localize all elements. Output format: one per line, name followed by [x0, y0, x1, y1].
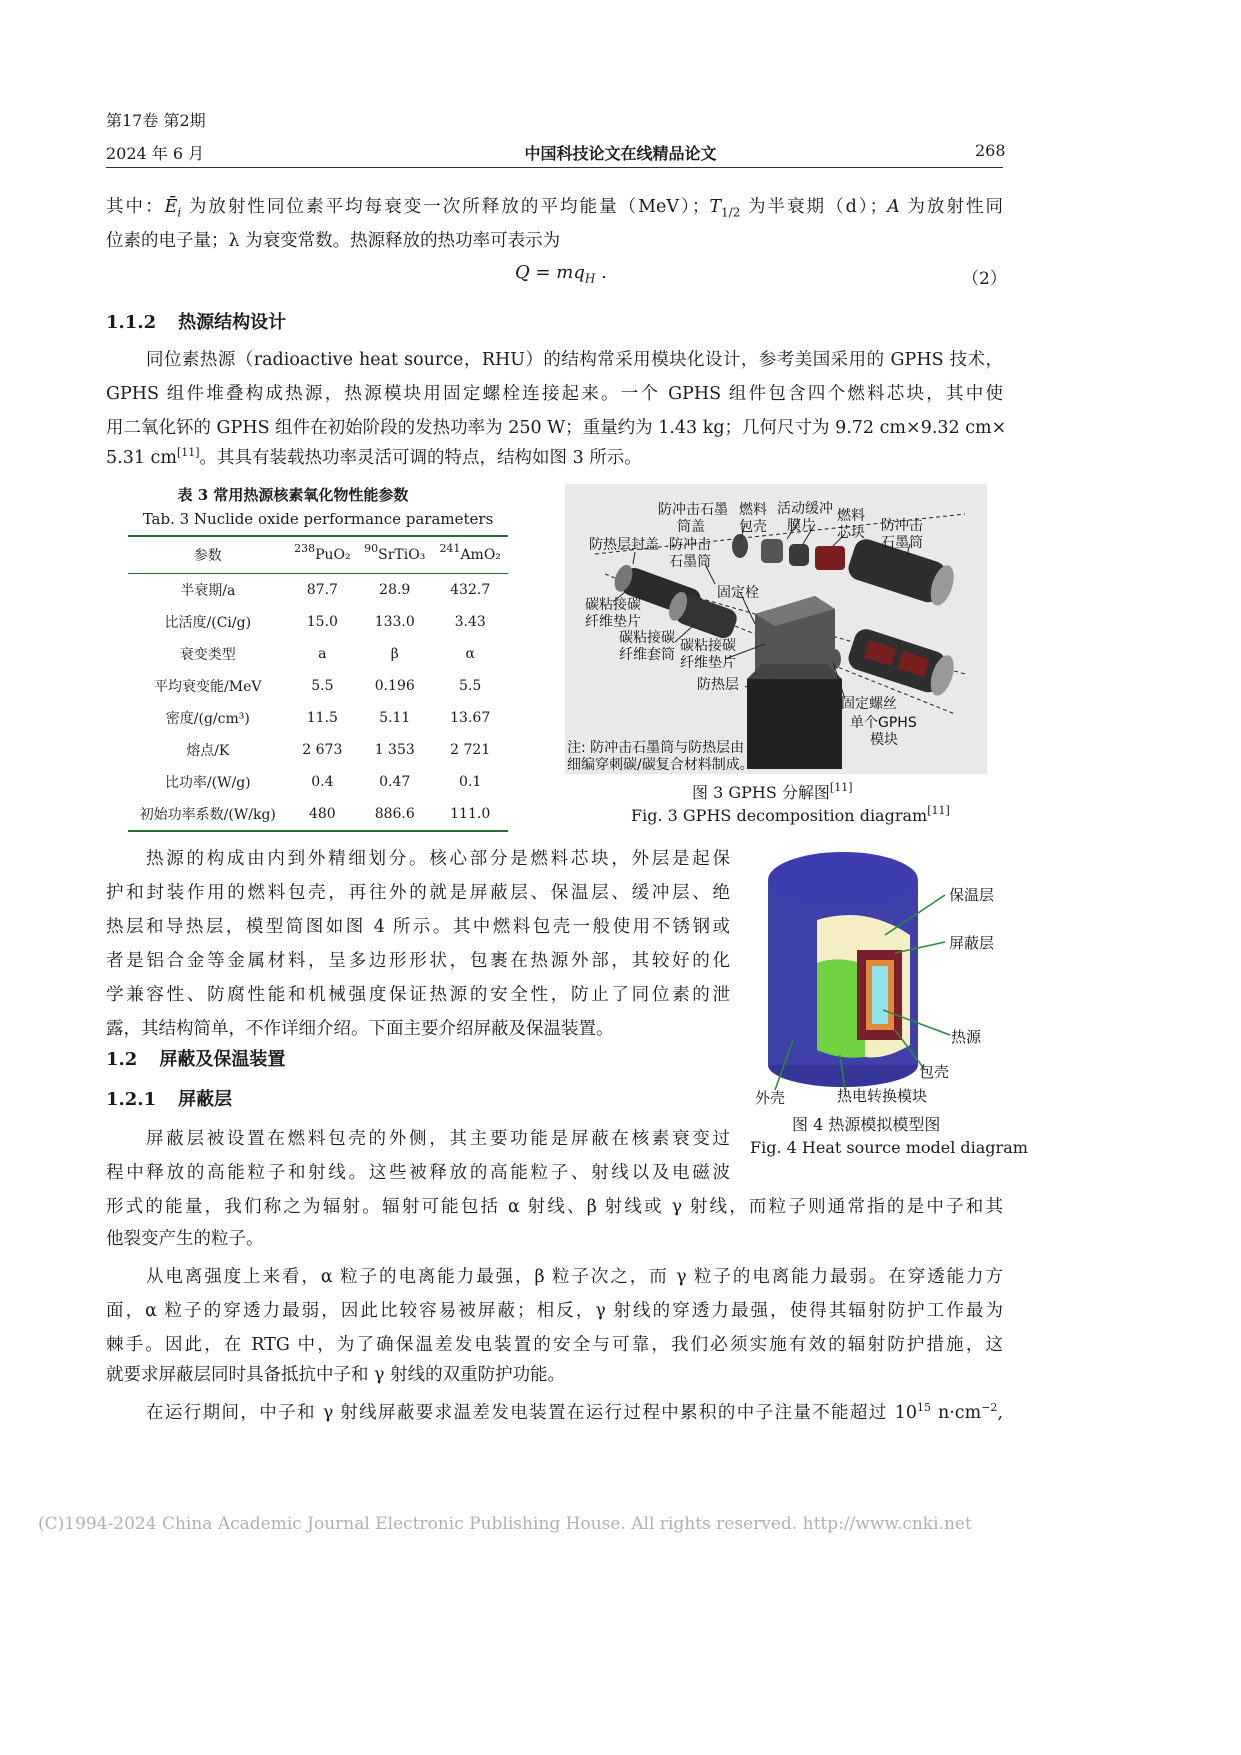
table-cell: 87.7 — [306, 582, 338, 598]
label-fix-bolt: 固定螺丝 — [841, 696, 897, 712]
header-rule — [106, 167, 1003, 168]
para2-line4: 5.31 cm[11]。其具有装载热功率灵活可调的特点，结构如图 3 所示。 — [106, 446, 642, 468]
copyright-footer: (C)1994-2024 China Academic Journal Electronic Publishing House. All rights reserved. http://www.cnki.net — [38, 1514, 972, 1534]
table3 — [128, 535, 508, 832]
para2-line3: 用二氧化钚的 GPHS 组件在初始阶段的发热功率为 250 W；重量约为 1.43 kg；几何尺寸为 9.72 cm×9.32 cm× — [106, 418, 1007, 438]
label-carbon-pad: 碳粘接碳 — [585, 597, 641, 613]
table-cell: 熔点/K — [186, 743, 230, 759]
table-cell: 480 — [288, 798, 358, 831]
label-te-module: 热电转换模块 — [837, 1087, 928, 1105]
section-heading-1-2: 1.2 屏蔽及保温装置 — [106, 1049, 286, 1070]
para3-line6: 露，其结构简单，不作详细介绍。下面主要介绍屏蔽及保温装置。 — [106, 1019, 614, 1039]
table-cell: 比活度/(Ci/g) — [164, 615, 252, 631]
table-cell: 432.7 — [450, 582, 491, 598]
para4-line4: 他裂变产生的粒子。 — [106, 1229, 264, 1249]
table-row — [128, 798, 508, 831]
para5-line2: 面，α 粒子的穿透力最弱，因此比较容易被屏蔽；相反，γ 射线的穿透力最强，使得其辐射防护工作最为 — [106, 1301, 1003, 1321]
table-row — [128, 734, 508, 766]
para5-line3: 棘手。因此，在 RTG 中，为了确保温差发电装置的安全与可靠，我们必须实施有效的辐射防护措施，这 — [106, 1335, 1003, 1355]
para6-line1: 在运行期间，中子和 γ 射线屏蔽要求温差发电装置在运行过程中累积的中子注量不能超过 $10^{15}$ $n\cdot cm^{-2}$, — [146, 1401, 1004, 1423]
label-shell: 外壳 — [755, 1089, 786, 1107]
label-end-cap: 防冲击石墨 — [658, 502, 728, 518]
label-module-2: 模块 — [870, 732, 898, 748]
table-cell: 5.11 — [379, 710, 411, 726]
para4-line2: 程中释放的高能粒子和射线。这些被释放的高能粒子、射线以及电磁波 — [106, 1163, 730, 1183]
label-heat-cap: 防热层封盖 — [589, 537, 659, 553]
table-row — [128, 766, 508, 798]
para2-line1: 同位素热源（radioactive heat source，RHU）的结构常采用模块化设计，参考美国采用的 GPHS 技术， — [146, 350, 1003, 370]
table-cell: 5.5 — [459, 678, 482, 694]
table-cell: 比功率/(W/g) — [164, 775, 251, 791]
label-graphite-tube-2: 石墨筒 — [881, 535, 923, 551]
table-cell: 5.5 — [311, 678, 334, 694]
para3-line3: 热层和导热层，模型简图如图 4 所示。其中燃料包壳一般使用不锈钢或 — [106, 917, 730, 937]
table3-title-en: Tab. 3 Nuclide oxide performance parameters — [142, 510, 494, 528]
table-cell: 平均衰变能/MeV — [154, 679, 262, 695]
equation-2: $Q = mq_H$ . — [515, 262, 607, 286]
table-cell: 0.196 — [374, 678, 415, 694]
table-row — [128, 702, 508, 734]
table-cell: 0.47 — [379, 774, 411, 790]
para3-line1: 热源的构成由内到外精细划分。核心部分是燃料芯块，外层是起保 — [146, 849, 730, 869]
para5-line4: 就要求屏蔽层同时具备抵抗中子和 γ 射线的双重防护功能。 — [106, 1365, 566, 1385]
section-heading-1-2-1: 1.2.1 屏蔽层 — [106, 1089, 233, 1110]
para2-line2: GPHS 组件堆叠构成热源，热源模块用固定螺栓连接起来。一个 GPHS 组件包含四个燃料芯块，其中使 — [106, 384, 1003, 404]
table-cell: 111.0 — [432, 798, 508, 831]
table-cell: 2 673 — [302, 742, 343, 758]
table3-header: 参数 — [128, 536, 288, 574]
label-end-cap-2: 筒盖 — [677, 519, 705, 535]
label-cladding: 包壳 — [919, 1063, 950, 1081]
figure-note-line1: 注: 防冲击石墨筒与防热层由 — [567, 740, 745, 756]
table3-title-cn: 表 3 常用热源核素氧化物性能参数 — [177, 486, 409, 504]
label-fuel-core-2: 芯块 — [837, 525, 865, 541]
fig3-caption-en: Fig. 3 GPHS decomposition diagram[11] — [631, 804, 950, 825]
table-cell: 半衰期/a — [180, 583, 236, 599]
label-heat-source: 热源 — [951, 1028, 982, 1046]
table-cell: 11.5 — [306, 710, 338, 726]
para4-line1: 屏蔽层被设置在燃料包壳的外侧，其主要功能是屏蔽在核素衰变过 — [146, 1129, 730, 1149]
para3-line4: 者是铝合金等金属材料，呈多边形形状，包裹在热源外部，其较好的化 — [106, 951, 730, 971]
label-impact-tube-2: 石墨筒 — [669, 554, 711, 570]
table-cell: 28.9 — [379, 582, 411, 598]
figure-note-line2: 细编穿刺碳/碳复合材料制成。 — [567, 757, 754, 773]
table-cell: 3.43 — [454, 614, 486, 630]
label-fuel-shell-2: 包壳 — [739, 519, 767, 535]
table-row — [128, 638, 508, 670]
label-fuel-shell: 燃料 — [739, 502, 767, 518]
label-carbon-pad-2: 纤维垫片 — [585, 614, 641, 630]
table-cell: 初始功率系数/(W/kg) — [128, 798, 288, 831]
para1-line2: 位素的电子量；λ 为衰变常数。热源释放的热功率可表示为 — [106, 231, 561, 251]
table-cell: 0.1 — [459, 774, 482, 790]
fig4-caption-cn: 图 4 热源模拟模型图 — [792, 1115, 941, 1134]
table-cell: 密度/(g/cm³) — [165, 711, 250, 727]
para4-line3: 形式的能量，我们称之为辐射。辐射可能包括 α 射线、β 射线或 γ 射线，而粒子则通常指的是中子和其 — [106, 1197, 1003, 1217]
table-cell: 1 353 — [374, 742, 415, 758]
label-fuel-core: 燃料 — [837, 508, 865, 524]
table-cell: β — [390, 646, 399, 662]
para1-line1: 其中：$Ē_i$ 为放射性同位素平均每衰变一次所释放的平均能量（MeV）；$T_{1/2}$ 为半衰期（d）；A 为放射性同 — [106, 197, 1004, 220]
label-shield: 屏蔽层 — [949, 934, 995, 952]
label-buffer: 活动缓冲 — [777, 501, 833, 517]
table-cell: 886.6 — [357, 798, 432, 831]
table-cell: 13.67 — [450, 710, 491, 726]
table-cell: 15.0 — [306, 614, 338, 630]
fig3-caption-cn: 图 3 GPHS 分解图[11] — [692, 781, 853, 802]
table-row — [128, 670, 508, 702]
heat-source-model-figure — [745, 845, 1015, 1110]
table-cell: 0.4 — [311, 774, 334, 790]
table-cell: 衰变类型 — [179, 647, 236, 663]
fig4-caption-en: Fig. 4 Heat source model diagram — [750, 1138, 1028, 1157]
table-cell: α — [465, 646, 475, 662]
gphs-exploded-figure — [565, 484, 987, 774]
para3-line2: 护和封装作用的燃料包壳，再往外的就是屏蔽层、保温层、缓冲层、绝 — [106, 883, 730, 903]
table3-header: $^{238}$PuO₂ — [288, 536, 358, 574]
label-carbon-pad-b: 碳粘接碳 — [680, 638, 736, 654]
equation-number: （2） — [962, 269, 1007, 289]
label-insulation: 保温层 — [949, 886, 995, 904]
label-carbon-sleeve: 碳粘接碳 — [619, 630, 675, 646]
table-cell: 133.0 — [374, 614, 415, 630]
label-graphite-tube: 防冲击 — [881, 518, 923, 534]
label-impact-tube: 防冲击 — [669, 537, 711, 553]
table-cell: a — [318, 646, 327, 662]
table-row — [128, 606, 508, 638]
page-number: 268 — [975, 141, 1006, 160]
table-cell: 2 721 — [450, 742, 491, 758]
label-carbon-sleeve-2: 纤维套筒 — [619, 647, 675, 663]
table-row — [128, 574, 508, 607]
volume-issue: 第17卷 第2期 — [106, 111, 206, 130]
issue-date: 2024 年 6 月 — [106, 144, 205, 163]
label-module: 单个GPHS — [850, 715, 917, 731]
para3-line5: 学兼容性、防腐性能和机械强度保证热源的安全性，防止了同位素的泄 — [106, 985, 730, 1005]
para5-line1: 从电离强度上来看，α 粒子的电离能力最强，β 粒子次之，而 γ 粒子的电离能力最弱。在穿透能力方 — [146, 1267, 1003, 1287]
section-heading-1-1-2: 1.1.2 热源结构设计 — [106, 312, 287, 333]
label-heat-layer: 防热层 — [697, 677, 739, 693]
label-buffer-2: 膜片 — [787, 518, 815, 534]
label-carbon-pad-b-2: 纤维垫片 — [680, 655, 736, 671]
table3-header: $^{241}$AmO₂ — [432, 536, 508, 574]
label-fix-pin: 固定栓 — [717, 585, 759, 601]
table3-header: $^{90}$SrTiO₃ — [357, 536, 432, 574]
journal-title: 中国科技论文在线精品论文 — [524, 144, 717, 163]
